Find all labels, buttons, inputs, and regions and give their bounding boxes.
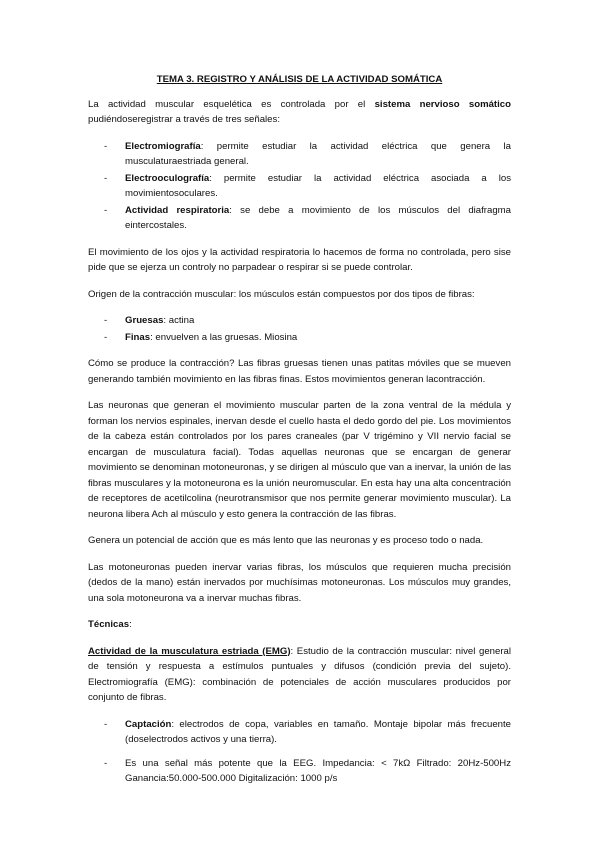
list-item-text: : se debe a movimiento de los músculos del diafragma eintercostales. [125, 204, 511, 231]
list-item [88, 171, 511, 202]
potential-paragraph: Genera un potencial de acción que es más lento que las neuronas y es proceso todo o nada. [88, 535, 484, 546]
neurons-paragraph: Las neuronas que generan el movimiento muscular parten de la zona ventral de la médula y forman los nervios espinales, inervan desde el cuello hasta el dedo gordo del pie. Los movimientos de la cabeza están controlados por los pares craneales (par V trigémino y VII nervio facial se encargan de musculatura facial). Todas aquellas neuronas que se encargan de generar movimiento se denominan motoneuronas, y se dirigen al músculo que van a inervar, la unión de las fibras musculares y la motoneurona es la unión neuromuscular. En esta hay una alta concentración de receptores de acetilcolina (neurotransmisor que nos permite generar movimiento muscular). La neurona libera Ach al músculo y esto genera la contracción de las fibras. [88, 400, 511, 520]
page-title: TEMA 3. REGISTRO Y ANÁLISIS DE LA ACTIVIDAD SOMÁTICA [156, 74, 443, 85]
list-item-term: Actividad respiratoria [125, 204, 230, 216]
intro-paragraph [88, 97, 511, 128]
contraction-paragraph: Cómo se produce la contracción? Las fibras gruesas tienen unas patitas móviles que se mueven generando también movimiento en las fibras finas. Estos movimientos generan lacontracción. [88, 358, 511, 385]
list-item [88, 756, 511, 787]
list-item [88, 717, 511, 748]
list-item-text: : envuelven a las gruesas. Miosina [150, 331, 298, 343]
list-item-text: : permite estudiar la actividad eléctrica que genera la musculaturaestriada general. [125, 140, 511, 167]
list-item-text: Es una señal más potente que la EEG. Impedancia: < 7kΩ Filtrado: 20Hz-500Hz Ganancia:50.000-500.000 Digitalización: 1000 p/s [125, 757, 511, 784]
techniques-label: Técnicas [88, 619, 130, 630]
origin-paragraph: Origen de la contracción muscular: los músculos están compuestos por dos tipos de fibras: [88, 288, 475, 300]
fibers-list [88, 313, 511, 345]
emg-heading: Actividad de la musculatura estriada (EMG) [88, 645, 291, 657]
intro-text: La actividad muscular esquelética es controlada por el [88, 98, 375, 110]
list-item-text: : actina [163, 315, 195, 326]
intro-text-end: pudiéndoseregistrar a través de tres señales: [88, 114, 280, 125]
emg-list [88, 717, 511, 787]
techniques-heading [88, 617, 511, 633]
list-item [88, 330, 511, 346]
techniques-colon: : [129, 619, 132, 630]
list-item-term: Gruesas [125, 315, 164, 326]
emg-paragraph [88, 644, 511, 706]
list-item [88, 203, 511, 234]
signals-list [88, 139, 511, 234]
list-item-term: Electromiografía [125, 140, 201, 152]
motoneurons-paragraph: Las motoneuronas pueden inervar varias fibras, los músculos que requieren mucha precisión (dedos de la mano) están inervados por muchísimas motoneuronas. Los músculos muy grandes, una sola motoneurona va a inervar muchas fibras. [88, 561, 511, 604]
movement-paragraph: El movimiento de los ojos y la actividad respiratoria lo hacemos de forma no controlada, pero sise pide que se ejerza un controly no parpadear o respirar si se puede controlar. [88, 246, 511, 273]
list-item-term: Captación [125, 718, 172, 730]
list-item-term: Electrooculografía [125, 172, 210, 184]
intro-bold-term: sistema nervioso somático [374, 98, 511, 110]
list-item-term: Finas [125, 331, 151, 343]
list-item-text: : permite estudiar la actividad eléctrica asociada a los movimientosoculares. [125, 172, 511, 199]
list-item-text: : electrodos de copa, variables en tamaño. Montaje bipolar más frecuente (doselectrodos activos y una tierra). [125, 718, 511, 745]
list-item [88, 313, 511, 329]
list-item [88, 139, 511, 170]
emg-text: : Estudio de la contracción muscular: nivel general de tensión y respuesta a estímulos puntuales y difusos (condición previa del sujeto). Electromiografía (EMG): combinación de potenciales de acción musculares producidos por conjunto de fibras. [88, 645, 511, 703]
